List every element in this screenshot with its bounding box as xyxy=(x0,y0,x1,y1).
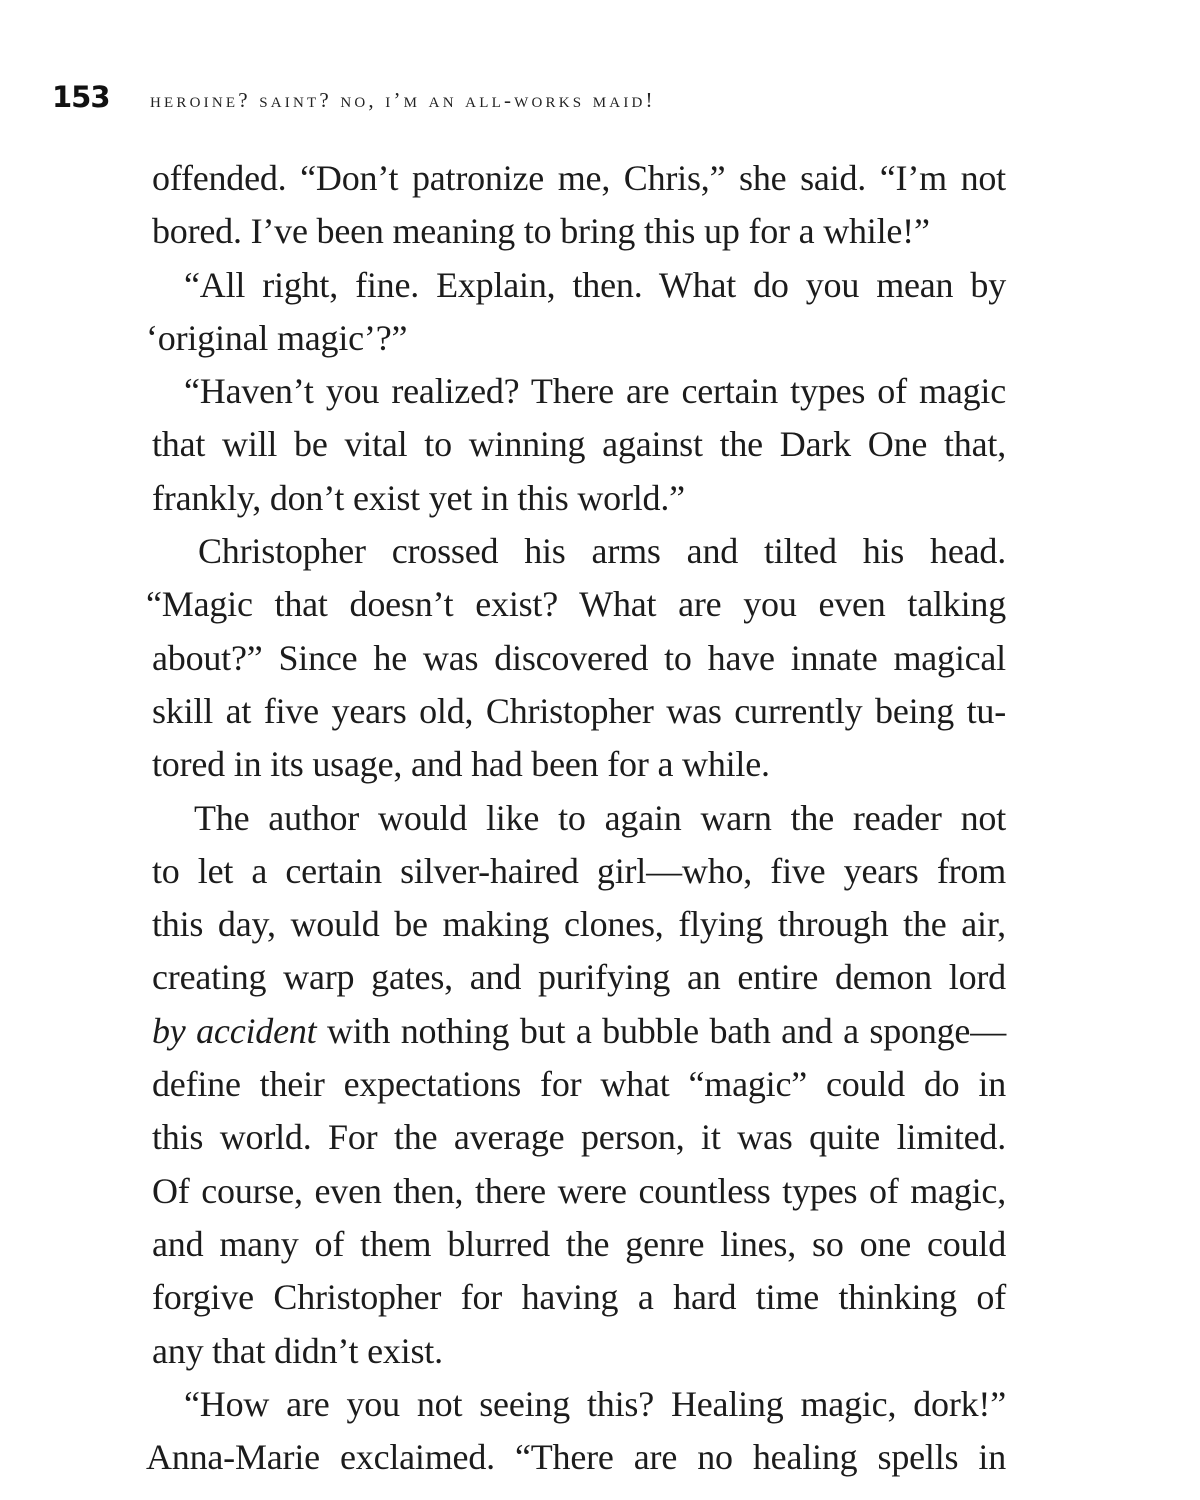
text-line xyxy=(146,685,1006,738)
text-line xyxy=(146,1111,1006,1164)
line-text: tored in its usage, and had been for a while. xyxy=(152,744,770,785)
line-text: any that didn’t exist. xyxy=(152,1330,443,1371)
text-line xyxy=(146,898,1006,951)
text-line xyxy=(146,1378,1006,1431)
line-text: The author would like to again warn the reader not xyxy=(194,797,1006,838)
text-line xyxy=(146,525,1006,578)
line-text: “Magic that doesn’t exist? What are you even talking xyxy=(146,584,1006,625)
line-text: bored. I’ve been meaning to bring this up for a while!” xyxy=(152,211,930,252)
line-text: and many of them blurred the genre lines, so one could xyxy=(152,1223,1006,1264)
text-line xyxy=(146,1005,1006,1058)
line-text: that will be vital to winning against the Dark One that, xyxy=(152,424,1006,465)
text-line xyxy=(146,1325,1006,1378)
text-line xyxy=(146,1218,1006,1271)
page-number: 153 xyxy=(52,80,110,114)
text-line xyxy=(146,578,1006,631)
line-text: this world. For the average person, it was quite limited. xyxy=(152,1117,1006,1158)
text-line xyxy=(146,418,1006,471)
running-title: heroine? saint? no, i’m an all-works maid! xyxy=(150,88,656,112)
body-text xyxy=(146,152,1006,1484)
text-line xyxy=(146,1058,1006,1111)
text-line xyxy=(146,205,1006,258)
line-text: to let a certain silver-haired girl—who, five years from xyxy=(152,850,1006,891)
text-line xyxy=(146,312,1006,365)
line-text: creating warp gates, and purifying an entire demon lord xyxy=(152,957,1006,998)
line-text: offended. “Don’t patronize me, Chris,” she said. “I’m not xyxy=(152,158,1006,198)
line-text: this day, would be making clones, flying through the air, xyxy=(152,904,1006,945)
line-text: Christopher crossed his arms and tilted his head. xyxy=(198,531,1006,572)
text-line xyxy=(146,472,1006,525)
line-text: forgive Christopher for having a hard time thinking of xyxy=(152,1277,1006,1318)
line-text: skill at five years old, Christopher was currently being tu- xyxy=(152,690,1006,731)
line-text: “Haven’t you realized? There are certain types of magic xyxy=(184,371,1006,412)
line-text: “How are you not seeing this? Healing magic, dork!” xyxy=(184,1383,1006,1424)
line-text: ‘original magic’?” xyxy=(146,317,408,358)
text-line xyxy=(146,1165,1006,1218)
text-line xyxy=(146,1431,1006,1484)
line-text: about?” Since he was discovered to have innate magical xyxy=(152,637,1006,678)
text-line xyxy=(146,792,1006,845)
line-text: “All right, fine. Explain, then. What do you mean by xyxy=(184,264,1006,305)
text-line xyxy=(146,259,1006,312)
text-line xyxy=(146,152,1006,205)
text-line xyxy=(146,365,1006,418)
line-text: frankly, don’t exist yet in this world.” xyxy=(152,477,685,518)
italic-text: by accident xyxy=(152,1010,317,1051)
text-line xyxy=(146,632,1006,685)
line-text: Of course, even then, there were countless types of magic, xyxy=(152,1170,1006,1211)
line-text: Anna-Marie exclaimed. “There are no healing spells in xyxy=(146,1437,1006,1478)
text-line xyxy=(146,951,1006,1004)
text-line xyxy=(146,845,1006,898)
line-text: with nothing but a bubble bath and a sponge— xyxy=(316,1010,1006,1051)
page-header xyxy=(52,80,1152,120)
text-line xyxy=(146,1271,1006,1324)
line-text: define their expectations for what “magic” could do in xyxy=(152,1064,1006,1105)
text-line xyxy=(146,738,1006,791)
